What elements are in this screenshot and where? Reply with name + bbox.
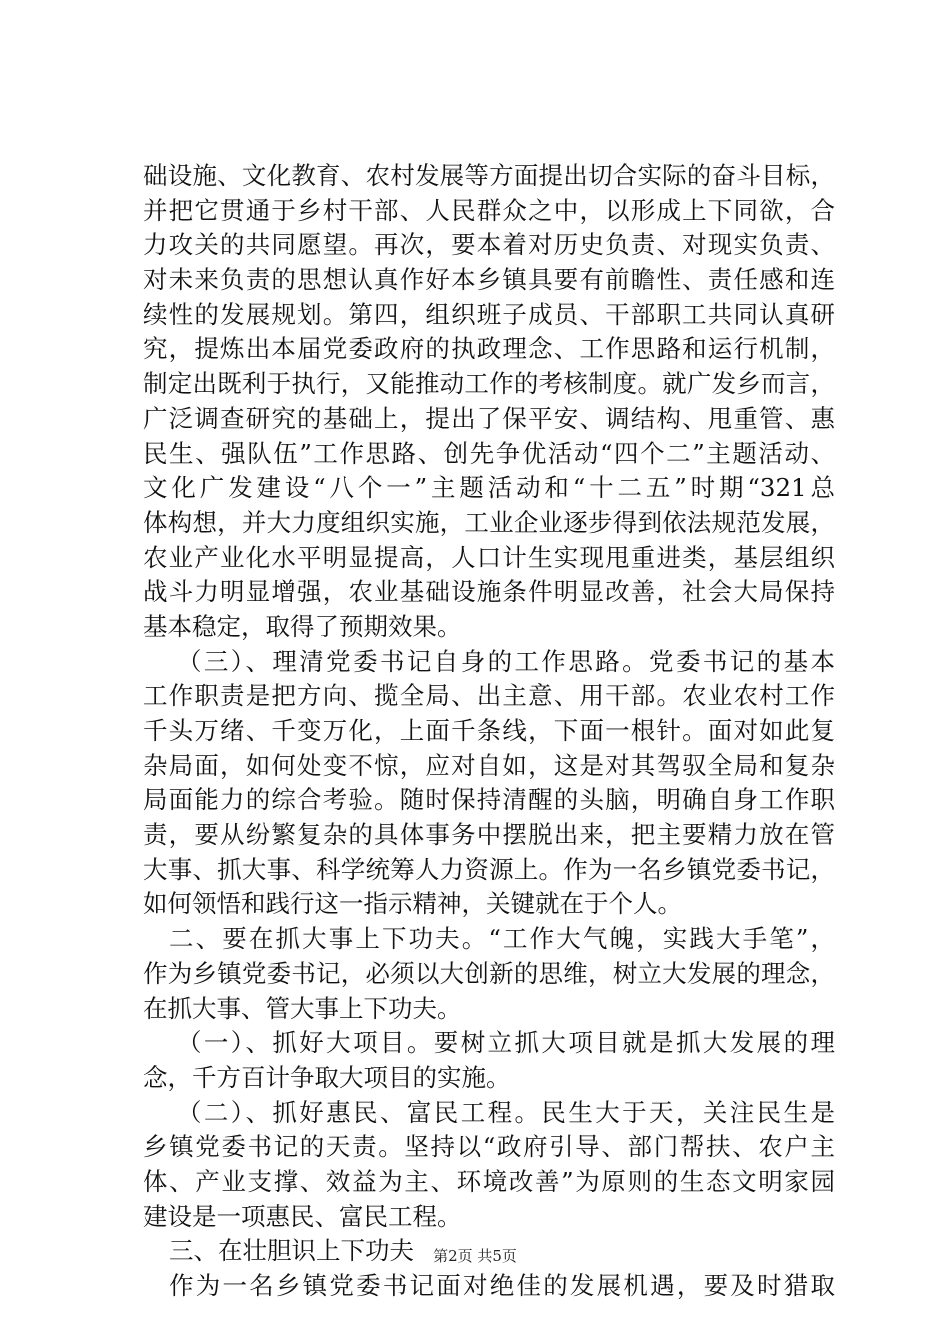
- text-line: 杂局面，如何处变不惊，应对自如，这是对其驾驭全局和复杂: [143, 750, 835, 780]
- text-line: 续性的发展规划。第四，组织班子成员、干部职工共同认真研: [143, 299, 835, 329]
- text-line: 工作职责是把方向、揽全局、出主意、用干部。农业农村工作: [143, 681, 835, 711]
- document-body: [143, 159, 835, 1304]
- text-line: 千头万绪、千变万化，上面千条线，下面一根针。面对如此复: [143, 716, 835, 745]
- text-line: 并把它贯通于乡村干部、人民群众之中，以形成上下同欲，合: [143, 195, 835, 225]
- text-line: 作为一名乡镇党委书记面对绝佳的发展机遇，要及时猎取: [169, 1271, 835, 1300]
- text-line: 对未来负责的思想认真作好本乡镇具要有前瞻性、责任感和连: [143, 265, 835, 295]
- text-line: 责，要从纷繁复杂的具体事务中摆脱出来，把主要精力放在管: [143, 820, 835, 850]
- text-line: 究，提炼出本届党委政府的执政理念、工作思路和运行机制，: [143, 334, 835, 364]
- text-line: 体、产业支撑、效益为主、环境改善”为原则的生态文明家园: [143, 1166, 835, 1196]
- text-line: 二、要在抓大事上下功夫。“工作大气魄，实践大手笔”，: [169, 924, 835, 954]
- text-line: 广泛调查研究的基础上，提出了保平安、调结构、甩重管、惠: [143, 403, 835, 433]
- text-line: 基本稳定，取得了预期效果。: [143, 611, 462, 641]
- text-line: （一）、抓好大项目。要树立抓大项目就是抓大发展的理: [177, 1028, 835, 1058]
- text-line: 制定出既利于执行，又能推动工作的考核制度。就广发乡而言，: [143, 369, 835, 399]
- text-line: 乡镇党委书记的天责。坚持以“政府引导、部门帮扶、农户主: [143, 1132, 835, 1162]
- text-line: 如何领悟和践行这一指示精神，关键就在于个人。: [143, 889, 682, 919]
- text-line: 建设是一项惠民、富民工程。: [143, 1201, 462, 1231]
- text-line: 农业产业化水平明显提高，人口计生实现甩重进类，基层组织: [143, 542, 835, 572]
- text-line: 力攻关的共同愿望。再次，要本着对历史负责、对现实负责、: [143, 230, 835, 260]
- text-line: 作为乡镇党委书记，必须以大创新的思维，树立大发展的理念，: [143, 958, 835, 988]
- text-line: 础设施、文化教育、农村发展等方面提出切合实际的奋斗目标，: [143, 161, 835, 190]
- text-line: 民生、强队伍”工作思路、创先争优活动“四个二”主题活动、: [143, 438, 835, 468]
- page-footer: 第2页 共5页: [433, 1247, 517, 1265]
- text-line: 念，千方百计争取大项目的实施。: [143, 1062, 511, 1092]
- text-line: 文化广发建设“八个一”主题活动和“十二五”时期“321总: [143, 473, 835, 503]
- text-line: 大事、抓大事、科学统筹人力资源上。作为一名乡镇党委书记，: [143, 854, 835, 884]
- text-line: （三）、理清党委书记自身的工作思路。党委书记的基本: [177, 646, 835, 676]
- text-line: 三、在壮胆识上下功夫: [169, 1236, 414, 1266]
- text-line: 体构想，并大力度组织实施，工业企业逐步得到依法规范发展，: [143, 507, 835, 537]
- text-line: 在抓大事、管大事上下功夫。: [143, 993, 462, 1023]
- text-line: 局面能力的综合考验。随时保持清醒的头脑，明确自身工作职: [143, 785, 835, 815]
- text-line: （二）、抓好惠民、富民工程。民生大于天，关注民生是: [177, 1097, 835, 1127]
- text-line: 战斗力明显增强，农业基础设施条件明显改善，社会大局保持: [143, 577, 835, 607]
